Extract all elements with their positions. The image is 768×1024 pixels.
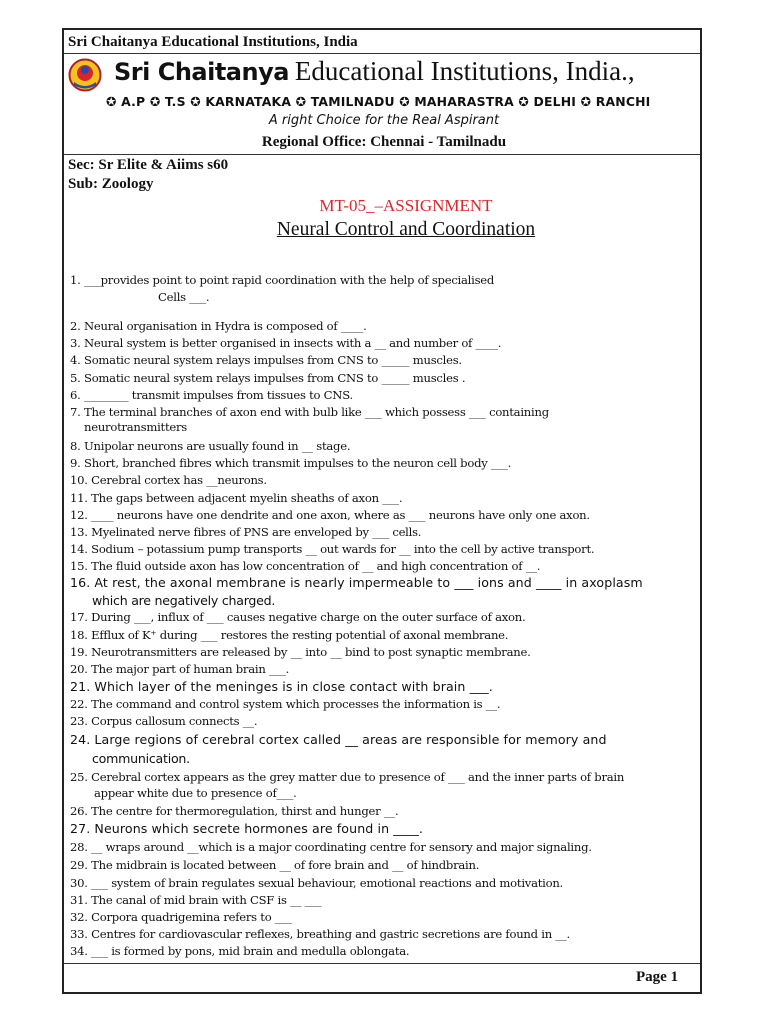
question-item: 14. Sodium – potassium pump transports __ out wards for __ into the cell by active transport.: [70, 542, 595, 556]
page-number: Page 1: [636, 969, 679, 985]
brand-bold: Sri Chaitanya: [114, 58, 289, 86]
question-item: 23. Corpus callosum connects __.: [70, 714, 258, 728]
question-item: 29. The midbrain is located between __ of fore brain and __ of hindbrain.: [70, 858, 480, 872]
question-item: 22. The command and control system which processes the information is __.: [70, 697, 501, 711]
question-item: 28. __ wraps around __which is a major coordinating centre for sensory and major signaling.: [70, 840, 592, 854]
question-item: 18. Efflux of K⁺ during ___ restores the resting potential of axonal membrane.: [70, 628, 509, 642]
question-continuation: neurotransmitters: [84, 420, 187, 434]
question-item: 12. ____ neurons have one dendrite and one axon, where as ___ neurons have only one axon.: [70, 508, 590, 522]
subject-label: Sub: Zoology: [68, 176, 154, 192]
question-continuation: appear white due to presence of___.: [94, 786, 297, 800]
brand-rest: Educational Institutions, India.,: [294, 56, 635, 86]
brand-name: [114, 56, 635, 87]
question-item: 11. The gaps between adjacent myelin sheaths of axon ___.: [70, 491, 403, 505]
states-list: ✪ A.P ✪ T.S ✪ KARNATAKA ✪ TAMILNADU ✪ MAHARASTRA ✪ DELHI ✪ RANCHI: [106, 94, 651, 109]
question-item: 10. Cerebral cortex has __neurons.: [70, 473, 267, 487]
tagline: A right Choice for the Real Aspirant: [268, 113, 500, 128]
question-item: 9. Short, branched fibres which transmit impulses to the neuron cell body ___.: [70, 456, 512, 470]
question-item: 30. ___ system of brain regulates sexual behaviour, emotional reactions and motivation.: [70, 876, 563, 890]
question-continuation: Cells ___.: [158, 290, 210, 304]
question-item: 31. The canal of mid brain with CSF is __ ___: [70, 893, 322, 907]
question-item: 2. Neural organisation in Hydra is composed of ____.: [70, 319, 367, 333]
question-continuation: communication.: [92, 751, 190, 766]
question-continuation: which are negatively charged.: [92, 593, 276, 608]
question-item: 33. Centres for cardiovascular reflexes, breathing and gastric secretions are found in __.: [70, 927, 570, 941]
question-item: 4. Somatic neural system relays impulses from CNS to _____ muscles.: [70, 353, 462, 367]
regional-office: Regional Office: Chennai - Tamilnadu: [261, 134, 507, 150]
question-item: 27. Neurons which secrete hormones are found in ____.: [70, 821, 423, 836]
header-top-rule: [64, 53, 700, 54]
assignment-title: MT-05_–ASSIGNMENT: [319, 196, 493, 215]
question-item: 13. Myelinated nerve fibres of PNS are enveloped by ___ cells.: [70, 525, 422, 539]
question-item: 1. ___provides point to point rapid coordination with the help of specialised: [70, 273, 495, 287]
header-bottom-rule: [64, 154, 700, 155]
question-item: 20. The major part of human brain ___.: [70, 662, 290, 676]
question-item: 16. At rest, the axonal membrane is nearly impermeable to ___ ions and ____ in axoplasm: [70, 575, 643, 590]
institution-logo-icon: [68, 58, 102, 92]
footer-rule: [64, 963, 700, 964]
question-item: 5. Somatic neural system relays impulses from CNS to _____ muscles .: [70, 371, 466, 385]
question-item: 17. During ___, influx of ___ causes negative charge on the outer surface of axon.: [70, 610, 526, 624]
question-item: 25. Cerebral cortex appears as the grey matter due to presence of ___ and the inner parts of brain: [70, 770, 625, 784]
question-item: 7. The terminal branches of axon end with bulb like ___ which possess ___ containing: [70, 405, 549, 419]
question-item: 15. The fluid outside axon has low concentration of __ and high concentration of __.: [70, 559, 541, 573]
question-item: 21. Which layer of the meninges is in close contact with brain ___.: [70, 679, 493, 694]
question-item: 32. Corpora quadrigemina refers to ___: [70, 910, 292, 924]
section-label: Sec: Sr Elite & Aiims s60: [68, 157, 229, 173]
question-item: 34. ___ is formed by pons, mid brain and medulla oblongata.: [70, 944, 410, 958]
question-item: 3. Neural system is better organised in insects with a __ and number of ____.: [70, 336, 502, 350]
question-item: 24. Large regions of cerebral cortex called __ areas are responsible for memory and: [70, 732, 607, 747]
question-item: 6. ________ transmit impulses from tissues to CNS.: [70, 388, 353, 402]
topic-title: Neural Control and Coordination: [276, 219, 536, 240]
question-item: 19. Neurotransmitters are released by __ into __ bind to post synaptic membrane.: [70, 645, 531, 659]
header-top-line: Sri Chaitanya Educational Institutions, India: [68, 34, 358, 50]
question-item: 26. The centre for thermoregulation, thirst and hunger __.: [70, 804, 399, 818]
question-item: 8. Unipolar neurons are usually found in __ stage.: [70, 439, 351, 453]
